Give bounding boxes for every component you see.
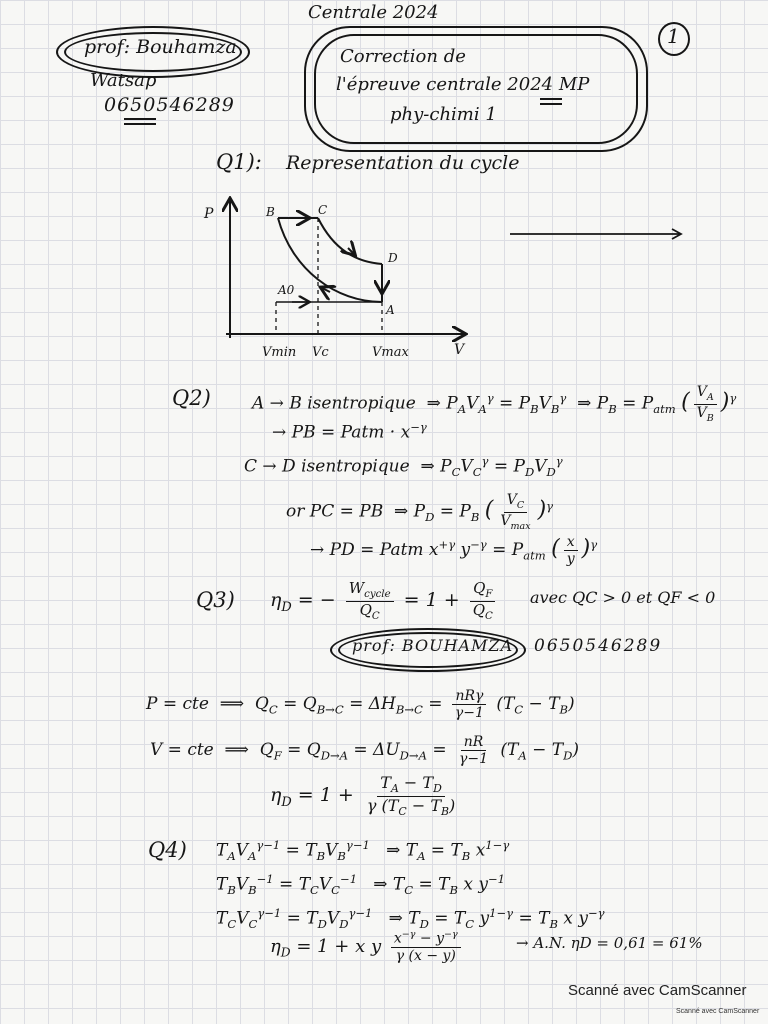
- phone-underline: [124, 118, 156, 120]
- correction-line-1: Correction de: [340, 46, 466, 67]
- q4-line-2: $T_BV_B^{-1} = T_CV_C^{-1}$ ⇒ $T_C = T_B$ x $y^{-1}$: [216, 872, 506, 898]
- q3-qc-line: P = cte ⟹ $Q_C = Q_{B\to C} = \Delta H_{B\to C}$ = $\frac{\text{nRγ}}{\gamma-1}$ $(T_C - T_B)$: [146, 688, 575, 722]
- q2-line-2: → PB = Patm · $x^{-\gamma}$: [272, 420, 427, 443]
- phone-2: 0650546289: [534, 636, 663, 656]
- correction-line-2: l'épreuve centrale 2024 MP: [336, 74, 590, 95]
- year-underline: [540, 103, 562, 105]
- q3-eta-result: $\eta_D = 1$ + $\frac{T_A - T_D}{\gamma (T_C - T_B)}$: [270, 773, 456, 818]
- q3-efficiency: $\eta_D$ = − $\frac{W_{cycle}}{Q_C}$ = 1 + $\frac{Q_F}{Q_C}$: [270, 580, 500, 622]
- q3-qf-line: V = cte ⟹ $Q_F = Q_{D\to A} = \Delta U_{D\to A}$ = $\frac{nR}{\gamma-1}$ $(T_A - T_D)$: [150, 734, 580, 768]
- q2-line-4: or PC = PB ⇒ $P_D = P_B$ ( $\frac{V_C}{V_{max}}$ )$^\gamma$: [286, 492, 554, 532]
- camscanner-watermark: Scanné avec CamScanner: [568, 982, 747, 999]
- q3-label: Q3): [196, 588, 235, 612]
- q2-line-5: → PD = Patm $x^{+\gamma}$ $y^{-\gamma} = P_{atm}$ ( $\frac{x}{y}$ )$^\gamma$: [310, 534, 598, 568]
- tick-vmin: Vmin: [262, 345, 297, 360]
- top-title: Centrale 2024: [308, 2, 439, 23]
- q2-line-1: A → B isentropique ⇒ $P_AV_A^\gamma = P_BV_B^\gamma$ ⇒ $P_B = P_{atm}$ ( $\frac{V_A}{V_B}$ )$^\gamma$: [252, 384, 737, 424]
- axis-p-label: P: [204, 206, 214, 222]
- point-c: C: [318, 203, 328, 217]
- contact-phone: 0650546289: [104, 94, 235, 116]
- contact-label: Watsap: [90, 70, 157, 91]
- q4-line-3: $T_CV_C^{\gamma-1} = T_DV_D^{\gamma-1}$ ⇒ $T_D = T_C$ $y^{1-\gamma} = T_B$ x $y^{-\gamma}$: [216, 906, 605, 932]
- q2-label: Q2): [172, 386, 211, 410]
- q4-line-1: $T_AV_A^{\gamma-1} = T_BV_B^{\gamma-1}$ ⇒ $T_A = T_B$ $x^{1-\gamma}$: [216, 838, 510, 864]
- page-number: 1: [667, 24, 680, 48]
- q4-eta-final: $\eta_D = 1 + x$ y $\frac{x^{-\gamma} - y^{-\gamma}}{\gamma (x - y)}$: [270, 930, 465, 964]
- phone-underline: [124, 123, 156, 125]
- camscanner-watermark-small: Scanné avec CamScanner: [676, 1008, 760, 1015]
- pv-cycle-diagram: [196, 190, 486, 370]
- tick-vc: Vc: [312, 345, 329, 360]
- curve-cd: [318, 218, 382, 264]
- correction-line-3: phy-chimi 1: [390, 104, 497, 125]
- tick-vmax: Vmax: [372, 345, 409, 360]
- q4-numeric-result: → A.N. ηD = 0,61 = 61%: [516, 934, 703, 952]
- prof-name: prof: Bouhamza: [84, 36, 237, 58]
- year-underline: [540, 98, 562, 100]
- q1-title: Representation du cycle: [286, 152, 520, 174]
- point-a: A: [386, 303, 395, 317]
- prof-name-2: prof: BOUHAMZA: [352, 636, 514, 655]
- point-a0: A0: [278, 283, 295, 297]
- axis-v-label: V: [454, 342, 465, 358]
- q3-condition: avec QC > 0 et QF < 0: [530, 588, 716, 607]
- arrow-right-icon: [508, 226, 688, 242]
- point-d: D: [388, 251, 398, 265]
- q1-label: Q1):: [216, 150, 262, 174]
- q2-line-3: C → D isentropique ⇒ $P_CV_C^\gamma = P_DV_D^\gamma$: [244, 454, 563, 480]
- q4-label: Q4): [148, 838, 187, 862]
- point-b: B: [266, 205, 275, 219]
